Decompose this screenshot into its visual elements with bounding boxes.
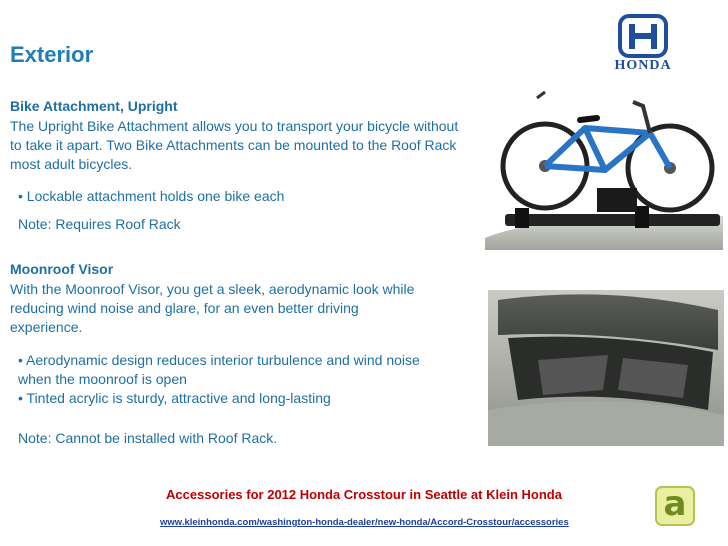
bike-description-line: most adult bicycles.: [10, 156, 133, 172]
badge-letter: a: [663, 484, 687, 524]
bike-attachment-image: [485, 88, 723, 250]
visor-bullet-continuation: when the moonroof is open: [18, 371, 187, 387]
visor-bullet: • Aerodynamic design reduces interior turbulence and wind noise: [18, 352, 420, 368]
footer-caption: Accessories for 2012 Honda Crosstour in Seattle at Klein Honda: [166, 487, 562, 502]
visor-description: [10, 280, 480, 337]
moonroof-visor-image: [488, 290, 724, 446]
accessories-badge: [655, 486, 695, 526]
visor-description-line: With the Moonroof Visor, you get a sleek, aerodynamic look while: [10, 281, 415, 297]
visor-description-line: experience.: [10, 319, 83, 335]
bike-bullet: • Lockable attachment holds one bike each: [18, 188, 285, 204]
honda-logo: [600, 14, 686, 76]
visor-bullets: [18, 351, 488, 408]
footer-url-link[interactable]: www.kleinhonda.com/washington-honda-dealer/new-honda/Accord-Crosstour/accessories: [160, 517, 569, 528]
bike-heading: Bike Attachment, Upright: [10, 98, 178, 114]
bike-note: Note: Requires Roof Rack: [18, 216, 181, 232]
page-title: Exterior: [10, 42, 94, 67]
visor-description-line: reducing wind noise and glare, for an even better driving: [10, 300, 359, 316]
visor-note: Note: Cannot be installed with Roof Rack.: [18, 430, 278, 446]
bike-description-line: The Upright Bike Attachment allows you to transport your bicycle without: [10, 118, 459, 134]
bike-description-line: to take it apart. Two Bike Attachments can be mounted to the Roof Rack: [10, 137, 457, 153]
visor-heading: Moonroof Visor: [10, 261, 114, 277]
visor-bullet: • Tinted acrylic is sturdy, attractive and long-lasting: [18, 390, 331, 406]
logo-wordmark: HONDA: [614, 58, 672, 73]
bike-description: [10, 117, 485, 174]
